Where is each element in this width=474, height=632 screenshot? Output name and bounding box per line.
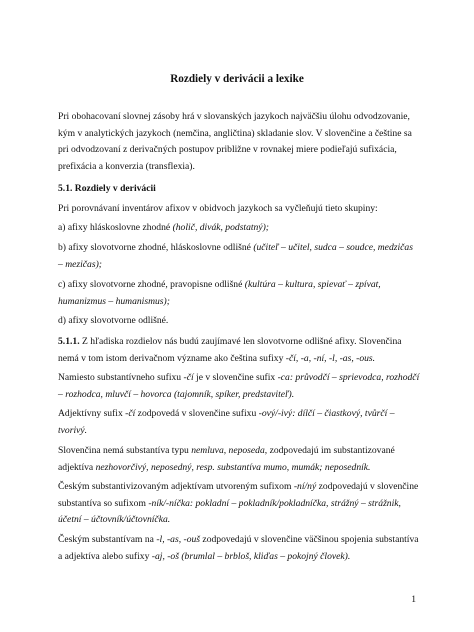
paragraph-example: -ový/-ivý: dílčí – čiastkový, tvůrčí – tvorivý. — [58, 408, 395, 436]
list-item-a-text: a) afixy hláskoslovne zhodné — [58, 222, 173, 233]
list-item-d — [58, 313, 420, 330]
paragraph-ni-suffix — [58, 479, 420, 529]
subsection-number: 5.1.1. — [58, 336, 80, 347]
groups-intro: Pri porovnávaní inventárov afixov v obidvoch jazykoch sa vyčleňujú tieto skupiny: — [58, 203, 378, 214]
page-title: Rozdiely v derivácii a lexike — [170, 73, 304, 85]
list-item-a — [58, 220, 420, 237]
paragraph-noun-type — [58, 443, 420, 476]
paragraph-example: -aj, -oš (brumlal – brbloš, kliďas – pokojný človek). — [151, 550, 351, 562]
list-item-b-text: b) afixy slovotvorne zhodné, hláskoslovne odlišné — [58, 242, 254, 253]
paragraph-text: Namiesto substantívneho sufixu — [58, 372, 184, 383]
paragraph-example: -l, -as, -ouš — [156, 534, 201, 545]
list-item-b-example: (učiteľ – učitel, sudca – soudce, medzičas – mezičas); — [58, 242, 413, 270]
subsection-5-1-1 — [58, 334, 420, 367]
list-item-c-example: (kultúra – kultura, spievať – zpívat, humanizmus – humanismus); — [58, 279, 381, 307]
paragraph-text: Adjektívny sufix — [58, 408, 126, 419]
page-number: 1 — [411, 594, 416, 605]
paragraph-example: -ca: průvodčí – sprievodca, rozhodčí – rozhodca, mluvčí – hovorca (tajomník, spíker, predstaviteľ). — [58, 372, 420, 400]
paragraph-example: nemluva, neposeda, — [191, 445, 268, 456]
paragraph-ci-suffix — [58, 370, 420, 403]
paragraph-example: -ník/-níčka: pokladní – pokladník/pokladníčka, strážný – strážnik, účetní – účtovník/účtovníčka. — [58, 497, 401, 526]
list-item-c — [58, 277, 420, 310]
list-item-a-example: (holič, divák, podstatný); — [172, 222, 270, 233]
list-item-d-text: d) afixy slovotvorne odlišné. — [58, 315, 169, 326]
paragraph-text: zodpovedá v slovenčine sufixu — [135, 408, 259, 419]
paragraph-text: Českým substantivizovaným adjektívam utvoreným sufixom — [58, 481, 294, 492]
paragraph-example: -čí — [183, 372, 194, 383]
subsection-example: -čí, -a, -ní, -l, -as, -ous. — [285, 352, 376, 364]
intro-paragraph: Pri obohacovaní slovnej zásoby hrá v slovanských jazykoch najväčšiu úlohu odvodzovanie, kým v analytických jazykoch (nemčina, angličtina) skladanie slov. V slovenčine a češtine sa pri odvodzovaní z derivačných postupov približne v rovnakej miere podieľajú sufixácia, prefixácia a konverzia (transflexia). — [58, 111, 412, 172]
subsection-text: Z hľadiska rozdielov nás budú zaujímavé len slovotvorne odlišné afixy. Slovenčina nemá v tom istom derivačnom význame ako čeština sufixy — [58, 336, 402, 364]
paragraph-example: nezhovorčivý, neposedný, resp. substantíva mumo, mumák; neposedník. — [95, 461, 371, 473]
paragraph-text: zodpovedajú im substantizované adjektíva — [58, 445, 395, 473]
paragraph-adjective-suffix — [58, 406, 420, 439]
paragraph-text: je v slovenčine sufix — [193, 372, 278, 383]
paragraph-as-suffix — [58, 532, 420, 565]
paragraph-example: -čí — [125, 408, 136, 419]
paragraph-example: -ní/ný — [293, 481, 317, 492]
section-heading: 5.1. Rozdiely v derivácii — [58, 183, 156, 194]
paragraph-text: zodpovedajú v slovenčine väčšinou spojenia substantíva a adjektíva alebo sufixy — [58, 534, 419, 562]
paragraph-text: Českým substantívam na — [58, 534, 157, 545]
paragraph-text: Slovenčina nemá substantíva typu — [58, 445, 192, 456]
list-item-b — [58, 240, 420, 273]
list-item-c-text: c) afixy slovotvorne zhodné, pravopisne odlišné — [58, 279, 245, 290]
paragraph-text: zodpovedajú v slovenčine substantíva so sufixom — [58, 481, 419, 509]
